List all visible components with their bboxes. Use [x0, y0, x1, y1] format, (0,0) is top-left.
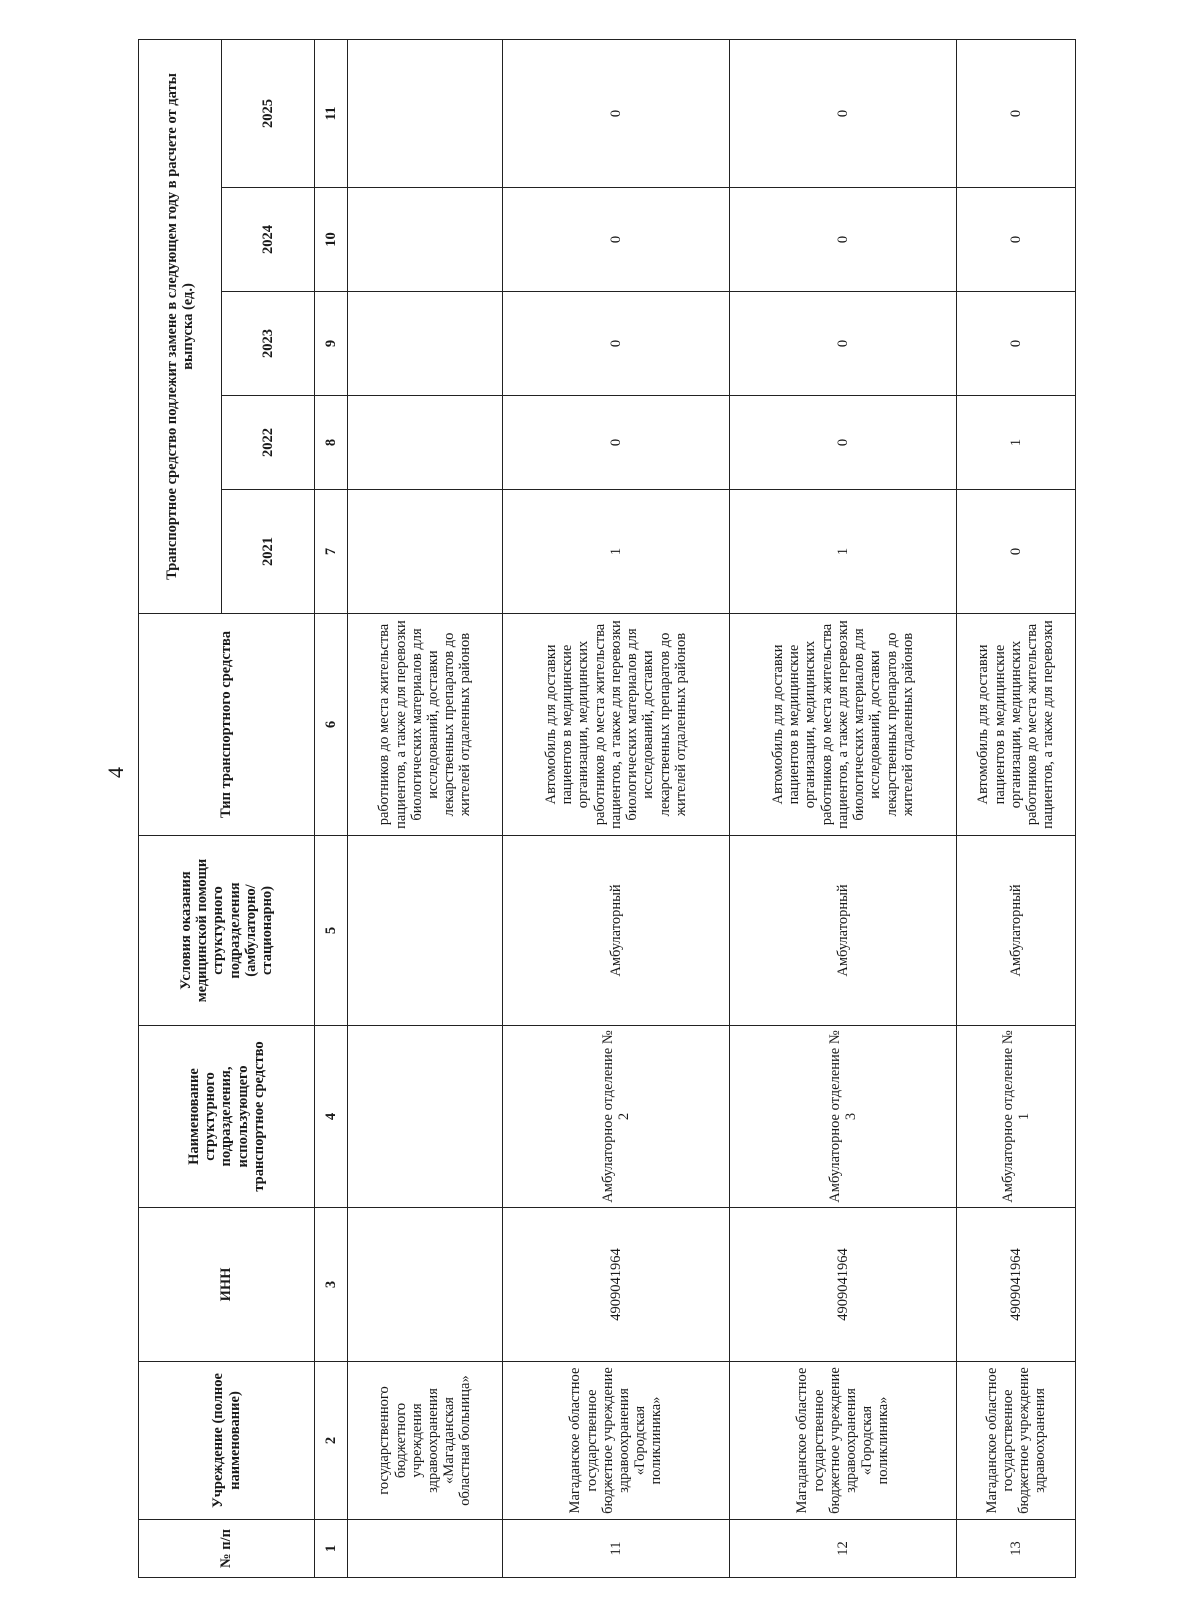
column-number: 11: [315, 39, 348, 187]
header-num: № п/п: [139, 1520, 315, 1578]
row-value-2024: 0: [730, 188, 957, 292]
row-division: Амбулаторное отделение № 1: [957, 1026, 1076, 1208]
row-vehicle-type: Автомобиль для доставки пациентов в медицинские организации, медицинских работников до места жительства пациентов, а также для перевозки биологических материалов для исследований, доставки лекарственных препаратов до жителей отдаленных районов: [503, 614, 730, 836]
row-value-2021: 1: [730, 490, 957, 614]
row-value-2024: [348, 188, 503, 292]
row-division: Амбулаторное отделение № 3: [730, 1026, 957, 1208]
header-conditions: Условия оказания медицинской помощи структурного подразделения (амбулаторно/ стационарно): [139, 836, 315, 1026]
row-vehicle-type: Автомобиль для доставки пациентов в медицинские организации, медицинских работников до места жительства пациентов, а также для перевозки биологических материалов для исследований, доставки лекарственных препаратов до жителей отдаленных районов: [730, 614, 957, 836]
row-value-2022: 0: [503, 396, 730, 490]
row-institution: Магаданское областное государственное бюджетное учреждение здравоохранения «Городская поликлиника»: [503, 1362, 730, 1520]
row-conditions: Амбулаторный: [730, 836, 957, 1026]
column-number: 3: [315, 1208, 348, 1362]
header-year-2024: 2024: [222, 188, 315, 292]
column-number: 10: [315, 188, 348, 292]
row-inn: [348, 1208, 503, 1362]
header-institution: Учреждение (полное наименование): [139, 1362, 315, 1520]
transport-table-sheet: [138, 40, 1060, 1578]
table-row-continued: [348, 39, 503, 1577]
row-institution: Магаданское областное государственное бюджетное учреждение здравоохранения: [957, 1362, 1076, 1520]
column-number: 9: [315, 292, 348, 396]
row-conditions: Амбулаторный: [503, 836, 730, 1026]
header-replacement-group: Транспортное средство подлежит замене в следующем году в расчете от даты выпуска (ед.): [139, 39, 222, 613]
row-num: [348, 1520, 503, 1578]
row-value-2023: [348, 292, 503, 396]
column-number: 6: [315, 614, 348, 836]
row-value-2022: [348, 396, 503, 490]
row-value-2022: 1: [957, 396, 1076, 490]
header-inn: ИНН: [139, 1208, 315, 1362]
header-year-2025: 2025: [222, 39, 315, 187]
row-value-2025: [348, 39, 503, 187]
column-number: 2: [315, 1362, 348, 1520]
row-value-2025: 0: [957, 39, 1076, 187]
row-value-2025: 0: [730, 39, 957, 187]
row-vehicle-type: Автомобиль для доставки пациентов в медицинские организации, медицинских работников до места жительства пациентов, а также для перевозки: [957, 614, 1076, 836]
header-year-2021: 2021: [222, 490, 315, 614]
row-value-2021: [348, 490, 503, 614]
row-value-2024: 0: [503, 188, 730, 292]
row-value-2022: 0: [730, 396, 957, 490]
header-year-2023: 2023: [222, 292, 315, 396]
column-number: 4: [315, 1026, 348, 1208]
row-conditions: [348, 836, 503, 1026]
row-value-2023: 0: [957, 292, 1076, 396]
transport-replacement-table: [138, 39, 1076, 1578]
row-conditions: Амбулаторный: [957, 836, 1076, 1026]
header-row-main: [139, 39, 222, 1577]
row-division: [348, 1026, 503, 1208]
row-value-2025: 0: [503, 39, 730, 187]
column-number: 1: [315, 1520, 348, 1578]
table-row-13: [957, 39, 1076, 1577]
row-value-2021: 1: [503, 490, 730, 614]
header-vehicle-type: Тип транспортного средства: [139, 614, 315, 836]
row-value-2024: 0: [957, 188, 1076, 292]
row-institution: государственного бюджетного учреждения здравоохранения «Магаданская областная больница»: [348, 1362, 503, 1520]
row-num: 12: [730, 1520, 957, 1578]
row-vehicle-type: работников до места жительства пациентов, а также для перевозки биологических материалов для исследований, доставки лекарственных препаратов до жителей отдаленных районов: [348, 614, 503, 836]
row-value-2023: 0: [503, 292, 730, 396]
row-num: 11: [503, 1520, 730, 1578]
row-inn: 4909041964: [957, 1208, 1076, 1362]
column-number: 8: [315, 396, 348, 490]
page-number: 4: [103, 767, 128, 778]
row-inn: 4909041964: [503, 1208, 730, 1362]
table-row-12: [730, 39, 957, 1577]
header-year-2022: 2022: [222, 396, 315, 490]
row-num: 13: [957, 1520, 1076, 1578]
row-value-2021: 0: [957, 490, 1076, 614]
row-institution: Магаданское областное государственное бюджетное учреждение здравоохранения «Городская поликлиника»: [730, 1362, 957, 1520]
row-division: Амбулаторное отделение № 2: [503, 1026, 730, 1208]
row-value-2023: 0: [730, 292, 957, 396]
row-inn: 4909041964: [730, 1208, 957, 1362]
header-division: Наименование структурного подразделения, использующего транспортное средство: [139, 1026, 315, 1208]
column-number: 5: [315, 836, 348, 1026]
column-numbers-row: [315, 39, 348, 1577]
table-row-11: [503, 39, 730, 1577]
column-number: 7: [315, 490, 348, 614]
